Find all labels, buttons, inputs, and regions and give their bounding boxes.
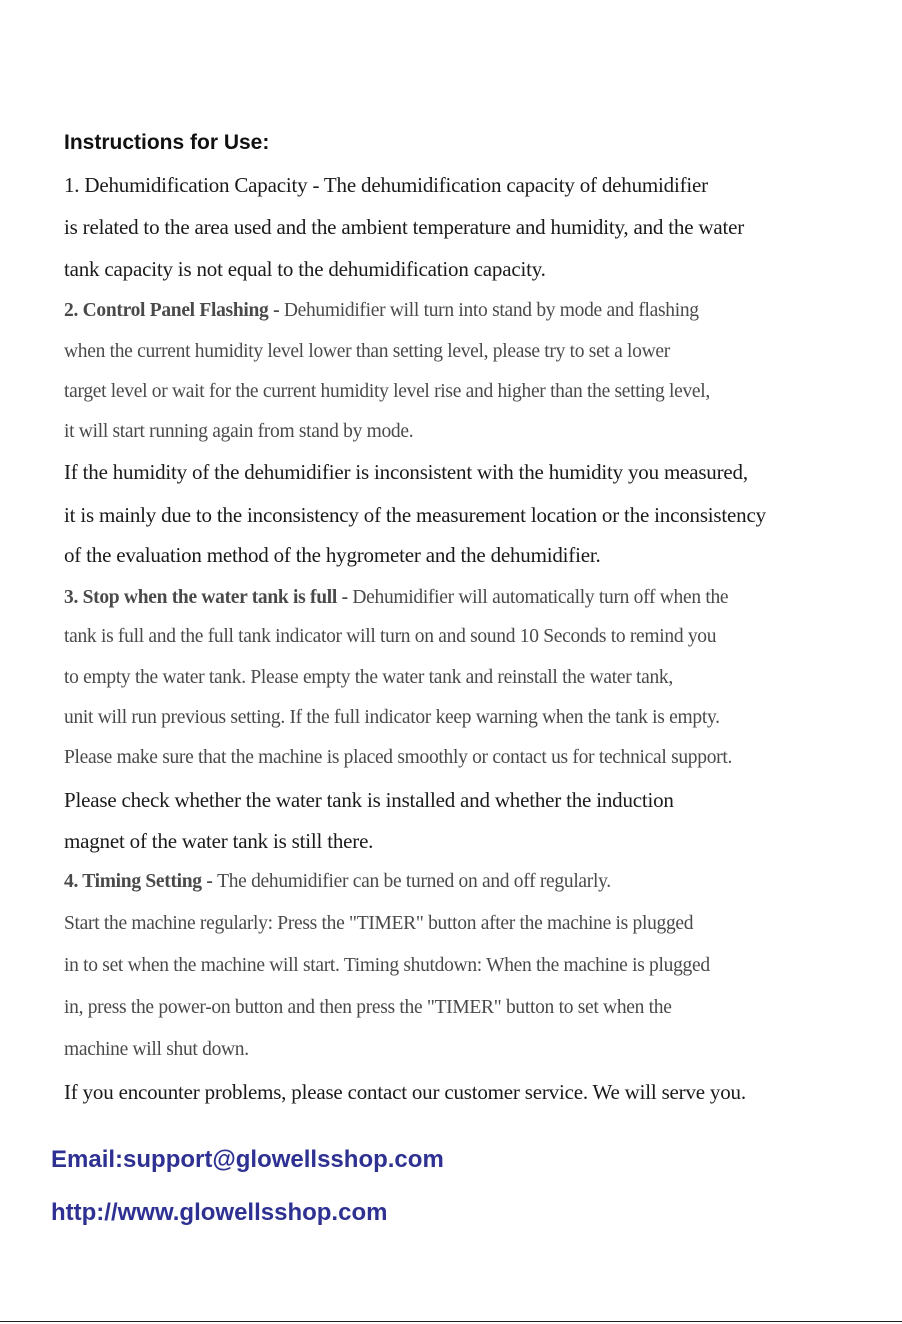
control-panel-first-line [64, 300, 699, 322]
timing-lead: 4. Timing Setting - [64, 871, 218, 892]
bottom-divider [0, 1321, 902, 1322]
email-link[interactable]: Email:support@glowellsshop.com [51, 1146, 444, 1173]
instructions-heading: Instructions for Use: [64, 131, 270, 154]
humidity-note-line-1: If the humidity of the dehumidifier is inconsistent with the humidity you measured, [64, 460, 748, 484]
tank-full-first-line [64, 587, 728, 609]
timing-line-5: machine will shut down. [64, 1039, 249, 1060]
humidity-note-line-2: it is mainly due to the inconsistency of the measurement location or the inconsistency [64, 503, 766, 527]
control-panel-line-2: when the current humidity level lower than setting level, please try to set a lower [64, 341, 670, 362]
control-panel-first-text: Dehumidifier will turn into stand by mode and flashing [283, 300, 699, 321]
timing-line-2: Start the machine regularly: Press the "TIMER" button after the machine is plugged [64, 913, 694, 934]
timing-line-4: in, press the power-on button and then press the "TIMER" button to set when the [64, 997, 672, 1018]
capacity-line-2: is related to the area used and the ambient temperature and humidity, and the water [64, 215, 745, 239]
tank-full-line-5: Please make sure that the machine is placed smoothly or contact us for technical support. [64, 747, 733, 768]
tank-full-line-2: tank is full and the full tank indicator will turn on and sound 10 Seconds to remind you [64, 626, 717, 647]
capacity-line-3: tank capacity is not equal to the dehumidification capacity. [64, 257, 546, 281]
timing-first-text: The dehumidifier can be turned on and off regularly. [217, 871, 611, 892]
tank-full-lead: 3. Stop when the water tank is full - [64, 587, 353, 608]
website-link[interactable]: http://www.glowellsshop.com [51, 1199, 388, 1226]
control-panel-lead: 2. Control Panel Flashing - [64, 300, 284, 321]
tank-check-line-2: magnet of the water tank is still there. [64, 829, 374, 853]
capacity-line-1: 1. Dehumidification Capacity - The dehumidification capacity of dehumidifier [64, 173, 708, 197]
control-panel-line-4: it will start running again from stand by mode. [64, 421, 414, 442]
tank-full-first-text: Dehumidifier will automatically turn off when the [352, 587, 729, 608]
control-panel-line-3: target level or wait for the current humidity level rise and higher than the setting level, [64, 381, 710, 402]
humidity-note-line-3: of the evaluation method of the hygrometer and the dehumidifier. [64, 543, 601, 567]
tank-full-line-3: to empty the water tank. Please empty the water tank and reinstall the water tank, [64, 667, 673, 688]
timing-line-3: in to set when the machine will start. Timing shutdown: When the machine is plugged [64, 955, 710, 976]
timing-first-line [64, 871, 611, 893]
tank-full-line-4: unit will run previous setting. If the full indicator keep warning when the tank is empty. [64, 707, 720, 728]
tank-check-line-1: Please check whether the water tank is installed and whether the induction [64, 788, 674, 812]
closing-line: If you encounter problems, please contact our customer service. We will serve you. [64, 1080, 746, 1104]
